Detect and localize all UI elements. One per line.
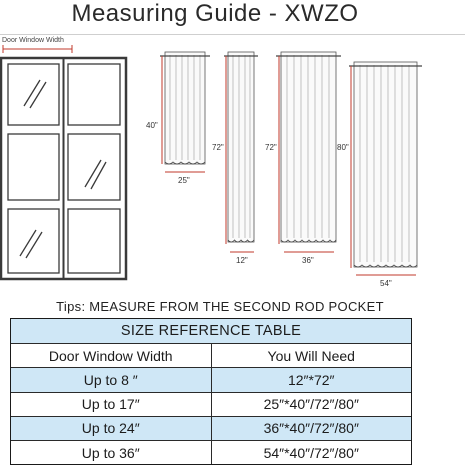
row-door-width: Up to 36″ xyxy=(81,444,140,461)
curtain-4-height-label: 80" xyxy=(337,143,349,152)
tips-text: Tips: MEASURE FROM THE SECOND ROD POCKET xyxy=(56,299,384,314)
door-width-label: Door Window Width xyxy=(2,37,64,44)
row-door-width: Up to 17″ xyxy=(81,396,140,413)
table-row xyxy=(11,392,411,416)
row-you-will-need: 25″*40″/72″/80″ xyxy=(211,393,412,416)
row-you-will-need: 36″*40″/72″/80″ xyxy=(211,417,412,440)
curtain-1-width-label: 25" xyxy=(178,176,190,185)
door-window-illustration xyxy=(1,58,126,279)
table-header-row xyxy=(11,343,411,367)
curtain-4-width-label: 54" xyxy=(380,279,392,288)
row-door-width: Up to 24″ xyxy=(81,420,140,437)
table-row xyxy=(11,416,411,440)
curtain-2-width-label: 12" xyxy=(236,256,248,265)
column-header-you-will-need: You Will Need xyxy=(211,344,412,367)
size-reference-table xyxy=(10,318,412,465)
curtain-3 xyxy=(276,52,341,252)
curtain-2-height-label: 72" xyxy=(212,143,224,152)
page-title: Measuring Guide - XWZO xyxy=(71,0,359,27)
curtain-3-width-label: 36" xyxy=(302,256,314,265)
row-you-will-need: 54″*40″/72″/80″ xyxy=(211,441,412,464)
row-door-width: Up to 8 ″ xyxy=(83,371,138,388)
door-width-arrow xyxy=(3,45,72,53)
table-title-row xyxy=(11,319,411,343)
curtain-1-height-label: 40" xyxy=(146,121,158,130)
curtain-2 xyxy=(224,52,258,252)
curtain-1 xyxy=(160,52,210,172)
row-you-will-need: 12″*72″ xyxy=(211,368,412,391)
table-row xyxy=(11,367,411,391)
column-header-door-width: Door Window Width xyxy=(48,347,173,364)
curtain-3-height-label: 72" xyxy=(265,143,277,152)
curtain-4 xyxy=(349,62,422,275)
table-title: SIZE REFERENCE TABLE xyxy=(120,323,302,340)
table-row xyxy=(11,440,411,464)
